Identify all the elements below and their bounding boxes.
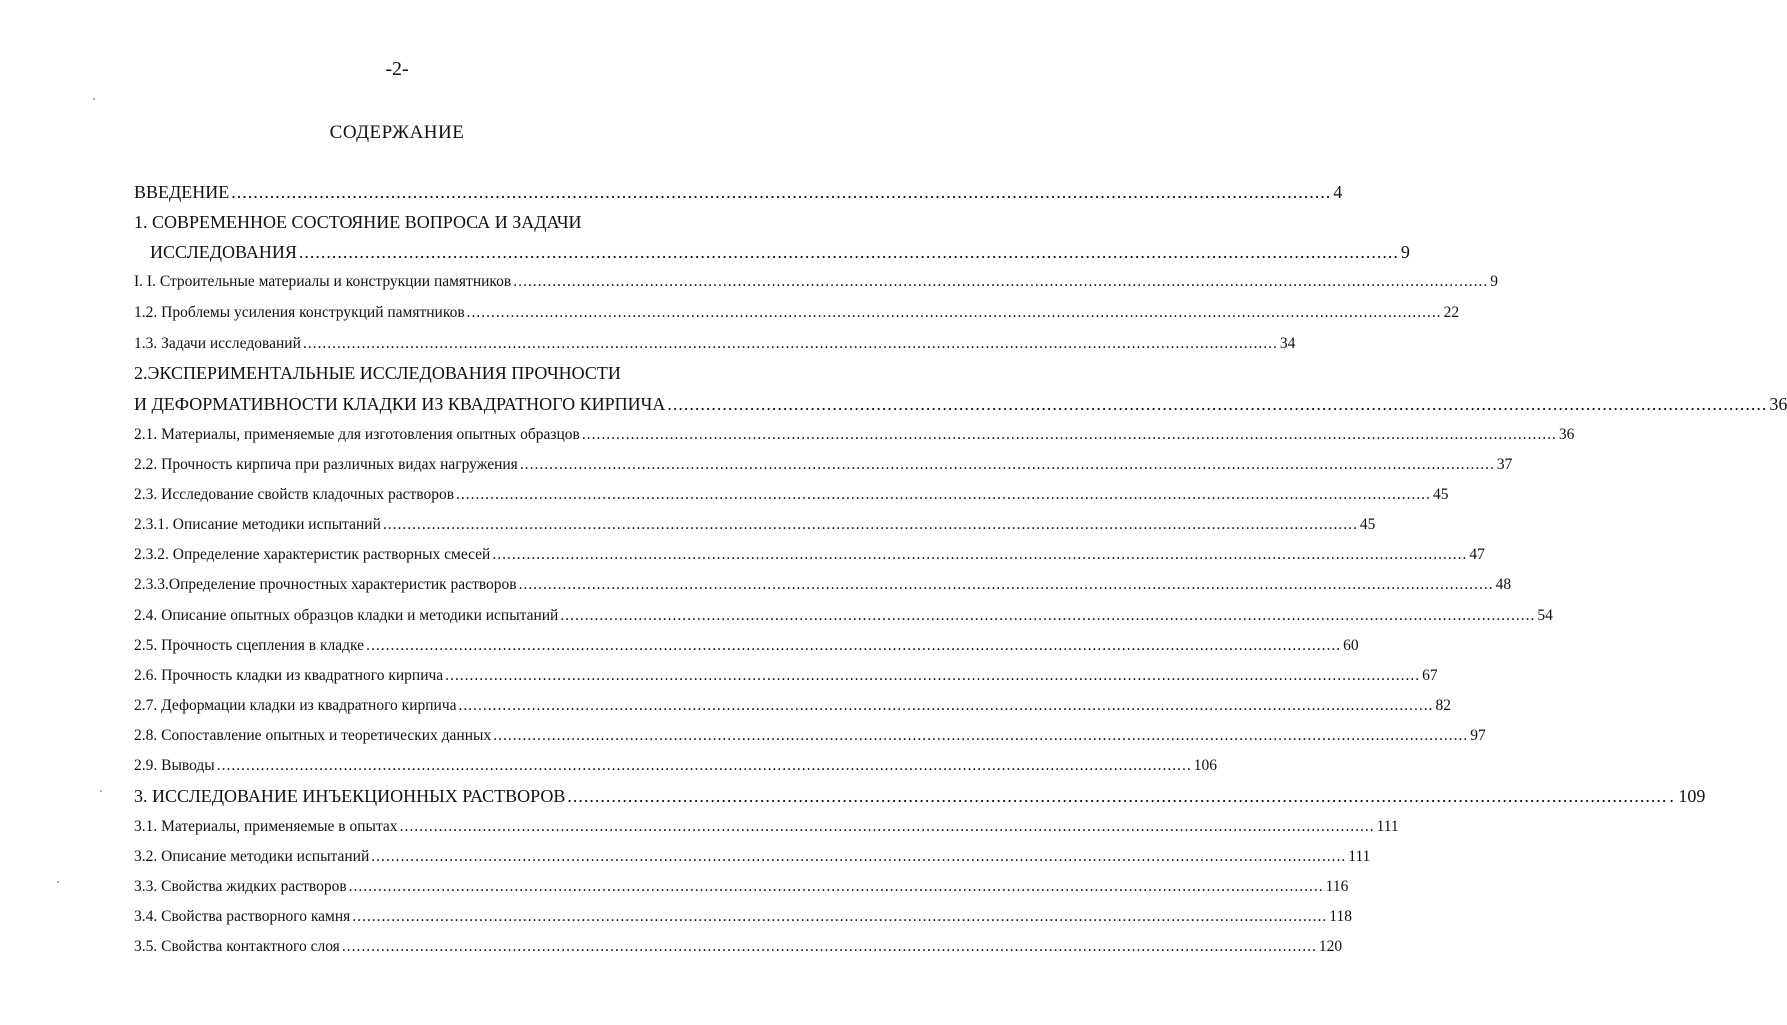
toc-entry-page: 34 (1279, 335, 1296, 352)
toc-entry-page: 82 (1435, 697, 1452, 714)
toc-entry (134, 878, 1349, 896)
toc-entry-title: И ДЕФОРМАТИВНОСТИ КЛАДКИ ИЗ КВАДРАТНОГО КИРПИЧА (134, 394, 666, 414)
toc-entry-page: 120 (1318, 938, 1343, 955)
toc-entry-title: 3.1. Материалы, применяемые в опытах (134, 818, 398, 835)
toc-leader: ........................................................................................................................................................................................................ (493, 727, 1469, 744)
toc-entry-page: 9 (1490, 273, 1498, 290)
toc-entry-page: 111 (1348, 848, 1371, 865)
toc-entry-page: 9 (1400, 242, 1410, 262)
toc-entry (134, 426, 1575, 444)
toc-entry (134, 607, 1553, 625)
toc-entry-title: 3.2. Описание методики испытаний (134, 848, 370, 865)
toc-entry (134, 576, 1512, 594)
toc-entry (134, 637, 1359, 655)
toc-entry-page: 37 (1496, 456, 1513, 473)
toc-entry-page: 116 (1325, 878, 1349, 895)
toc-entry (134, 848, 1371, 866)
toc-leader: ........................................................................................................................................................................................................ (458, 697, 1434, 714)
toc-entry-title: 2.1. Материалы, применяемые для изготовления опытных образцов (134, 426, 580, 443)
toc-entry-title: 2.7. Деформации кладки из квадратного кирпича (134, 697, 457, 714)
toc-entry-title: 3.3. Свойства жидких растворов (134, 878, 347, 895)
toc-entry-title: 2.3.2. Определение характеристик растворных смесей (134, 546, 491, 563)
toc-entry-title: 1.3. Задачи исследований (134, 335, 301, 352)
toc-entry-title: 1. СОВРЕМЕННОЕ СОСТОЯНИЕ ВОПРОСА И ЗАДАЧИ (134, 212, 582, 232)
toc-entry (134, 938, 1343, 956)
toc-entry-page: 36 (1558, 426, 1575, 443)
toc-entry-title: 2.3. Исследование свойств кладочных растворов (134, 486, 455, 503)
toc-entry-page: . 109 (1669, 786, 1706, 806)
toc-leader: ........................................................................................................................................................................................................ (513, 273, 1489, 290)
toc-leader: ........................................................................................................................................................................................................ (231, 182, 1332, 202)
toc-entry-title: 2.6. Прочность кладки из квадратного кирпича (134, 667, 444, 684)
toc-entry-page: 118 (1329, 908, 1352, 925)
toc-leader: ........................................................................................................................................................................................................ (216, 757, 1192, 774)
toc-leader: ........................................................................................................................................................................................................ (456, 486, 1432, 503)
toc-entry (134, 908, 1352, 926)
toc-entry-title: 2.3.3.Определение прочностных характеристик растворов (134, 576, 517, 593)
toc-entry (134, 667, 1438, 685)
toc-entry-page: 47 (1469, 546, 1485, 563)
toc-leader: ........................................................................................................................................................................................................ (445, 667, 1421, 684)
toc-entry-title: 2.8. Сопоставление опытных и теоретических данных (134, 727, 492, 744)
toc-entry (134, 727, 1486, 745)
toc-entry-page: 111 (1376, 818, 1399, 835)
toc-entry-title: ИССЛЕДОВАНИЯ (150, 242, 297, 262)
toc-entry-page: 36 (1769, 394, 1787, 414)
toc-entry-title: 2.4. Описание опытных образцов кладки и методики испытаний (134, 607, 559, 624)
toc-entry (134, 456, 1513, 474)
toc-leader: ........................................................................................................................................................................................................ (399, 818, 1375, 835)
toc-leader: ........................................................................................................................................................................................................ (371, 848, 1347, 865)
toc-entry (134, 516, 1376, 534)
toc-entry-title: 2.ЭКСПЕРИМЕНТАЛЬНЫЕ ИССЛЕДОВАНИЯ ПРОЧНОСТИ (134, 363, 621, 383)
toc-leader: ........................................................................................................................................................................................................ (492, 546, 1468, 563)
toc-leader: ........................................................................................................................................................................................................ (341, 938, 1317, 955)
scan-speck (100, 790, 102, 792)
toc-entry-page: 97 (1470, 727, 1486, 744)
toc-entry-page: 48 (1495, 576, 1512, 593)
scan-speck (93, 98, 95, 100)
toc-entry (134, 818, 1399, 836)
toc-entry (150, 242, 1410, 263)
toc-leader: ........................................................................................................................................................................................................ (352, 908, 1328, 925)
toc-entry (134, 757, 1217, 775)
toc-entry-title: 3.5. Свойства контактного слоя (134, 938, 340, 955)
toc-leader: ........................................................................................................................................................................................................ (466, 304, 1442, 321)
toc-entry-page: 22 (1443, 304, 1460, 321)
toc-leader: ........................................................................................................................................................................................................ (519, 456, 1495, 473)
toc-entry-page: 67 (1422, 667, 1438, 684)
toc-entry-title: 3. ИССЛЕДОВАНИЕ ИНЪЕКЦИОННЫХ РАСТВОРОВ (134, 786, 566, 806)
scan-speck (57, 881, 59, 883)
toc-entry-page: 54 (1537, 607, 1553, 624)
toc-entry-title: 3.4. Свойства растворного камня (134, 908, 351, 925)
toc-entry-page: 45 (1433, 486, 1449, 503)
toc-leader: ........................................................................................................................................................................................................ (382, 516, 1358, 533)
toc-entry (134, 335, 1296, 353)
toc-leader: ........................................................................................................................................................................................................ (518, 576, 1494, 593)
toc-entry-title: ВВЕДЕНИЕ (134, 182, 230, 202)
page-number: -2- (385, 58, 409, 80)
toc-leader: ........................................................................................................................................................................................................ (567, 786, 1668, 806)
toc-leader: ........................................................................................................................................................................................................ (366, 637, 1342, 654)
toc-entry-page: 4 (1333, 182, 1343, 202)
toc-entry (134, 394, 1787, 415)
toc-leader: ........................................................................................................................................................................................................ (560, 607, 1536, 624)
toc-entry (134, 786, 1706, 807)
toc-leader: ........................................................................................................................................................................................................ (302, 335, 1278, 352)
toc-entry-title: 1.2. Проблемы усиления конструкций памятников (134, 304, 465, 321)
toc-entry (134, 546, 1485, 564)
toc-entry-page: 60 (1343, 637, 1359, 654)
toc-leader: ........................................................................................................................................................................................................ (581, 426, 1557, 443)
toc-entry-title: 2.3.1. Описание методики испытаний (134, 516, 381, 533)
toc-entry (134, 486, 1449, 504)
toc-entry-title: I. I. Строительные материалы и конструкции памятников (134, 273, 512, 290)
toc-entry-title: 2.2. Прочность кирпича при различных видах нагружения (134, 456, 518, 473)
page-title: СОДЕРЖАНИЕ (329, 122, 465, 143)
toc-leader: ........................................................................................................................................................................................................ (298, 242, 1399, 262)
toc-entry (134, 182, 1343, 203)
toc-entry (134, 273, 1498, 291)
toc-entry (134, 697, 1452, 715)
toc-entry-title: 2.5. Прочность сцепления в кладке (134, 637, 365, 654)
toc-entry-page: 106 (1193, 757, 1217, 774)
toc-entry (134, 304, 1460, 322)
toc-leader: ........................................................................................................................................................................................................ (667, 394, 1768, 414)
toc-entry-title: 2.9. Выводы (134, 757, 215, 774)
toc-leader: ........................................................................................................................................................................................................ (348, 878, 1324, 895)
toc-entry-page: 45 (1359, 516, 1376, 533)
